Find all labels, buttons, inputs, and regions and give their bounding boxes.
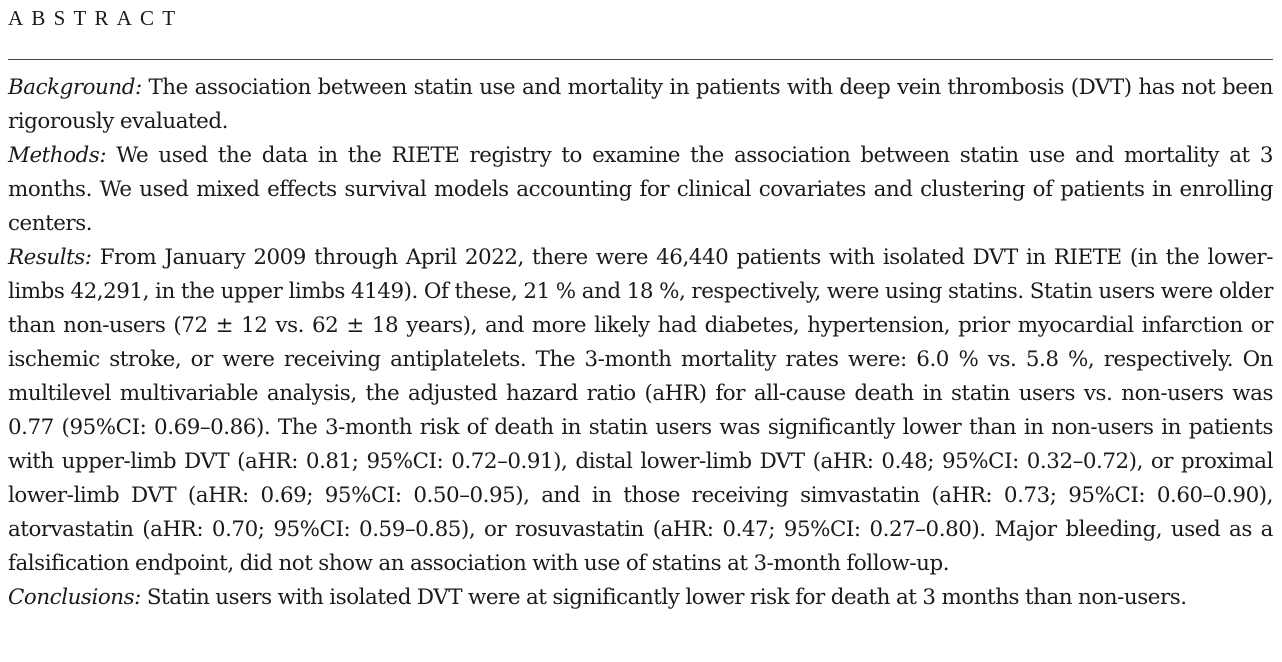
heading-divider (8, 59, 1273, 60)
background-label: Background: (8, 75, 142, 100)
methods-text: We used the data in the RIETE registry to examine the association between statin use and mortality at 3 months. We used mixed effects survival models accounting for clinical covariates and clustering of patients in enrolling centers. (8, 143, 1273, 236)
results-label: Results: (8, 245, 92, 270)
conclusions-text: Statin users with isolated DVT were at significantly lower risk for death at 3 months than non-users. (146, 585, 1187, 610)
abstract-section (8, 0, 1273, 615)
abstract-heading: ABSTRACT (8, 6, 184, 30)
background-text: The association between statin use and mortality in patients with deep vein thrombosis (DVT) has not been rigorously evaluated. (8, 75, 1274, 134)
results-text: From January 2009 through April 2022, there were 46,440 patients with isolated DVT in RIETE (in the lower-limbs 42,291, in the upper limbs 4149). Of these, 21 % and 18 %, respectively, were using statins. Statin users were older than non-users (72 ± 12 vs. 62 ± 18 years), and more likely had diabetes, hypertension, prior myocardial infarction or ischemic stroke, or were receiving antiplatelets. The 3-month mortality rates were: 6.0 % vs. 5.8 %, respectively. On multilevel multivariable analysis, the adjusted hazard ratio (aHR) for all-cause death in statin users vs. non-users was 0.77 (95%CI: 0.69–0.86). The 3-month risk of death in statin users was significantly lower than in non-users in patients with upper-limb DVT (aHR: 0.81; 95%CI: 0.72–0.91), distal lower-limb DVT (aHR: 0.48; 95%CI: 0.32–0.72), or proximal lower-limb DVT (aHR: 0.69; 95%CI: 0.50–0.95), and in those receiving simvastatin (aHR: 0.73; 95%CI: 0.60–0.90), atorvastatin (aHR: 0.70; 95%CI: 0.59–0.85), or rosuvastatin (aHR: 0.47; 95%CI: 0.27–0.80). Major bleeding, used as a falsification endpoint, did not show an association with use of statins at 3-month follow-up. (8, 245, 1273, 576)
results-paragraph (8, 241, 1273, 581)
conclusions-paragraph (8, 581, 1273, 615)
methods-paragraph (8, 139, 1273, 241)
background-paragraph (8, 71, 1273, 139)
methods-label: Methods: (8, 143, 107, 168)
conclusions-label: Conclusions: (8, 585, 141, 610)
abstract-body (8, 71, 1273, 615)
